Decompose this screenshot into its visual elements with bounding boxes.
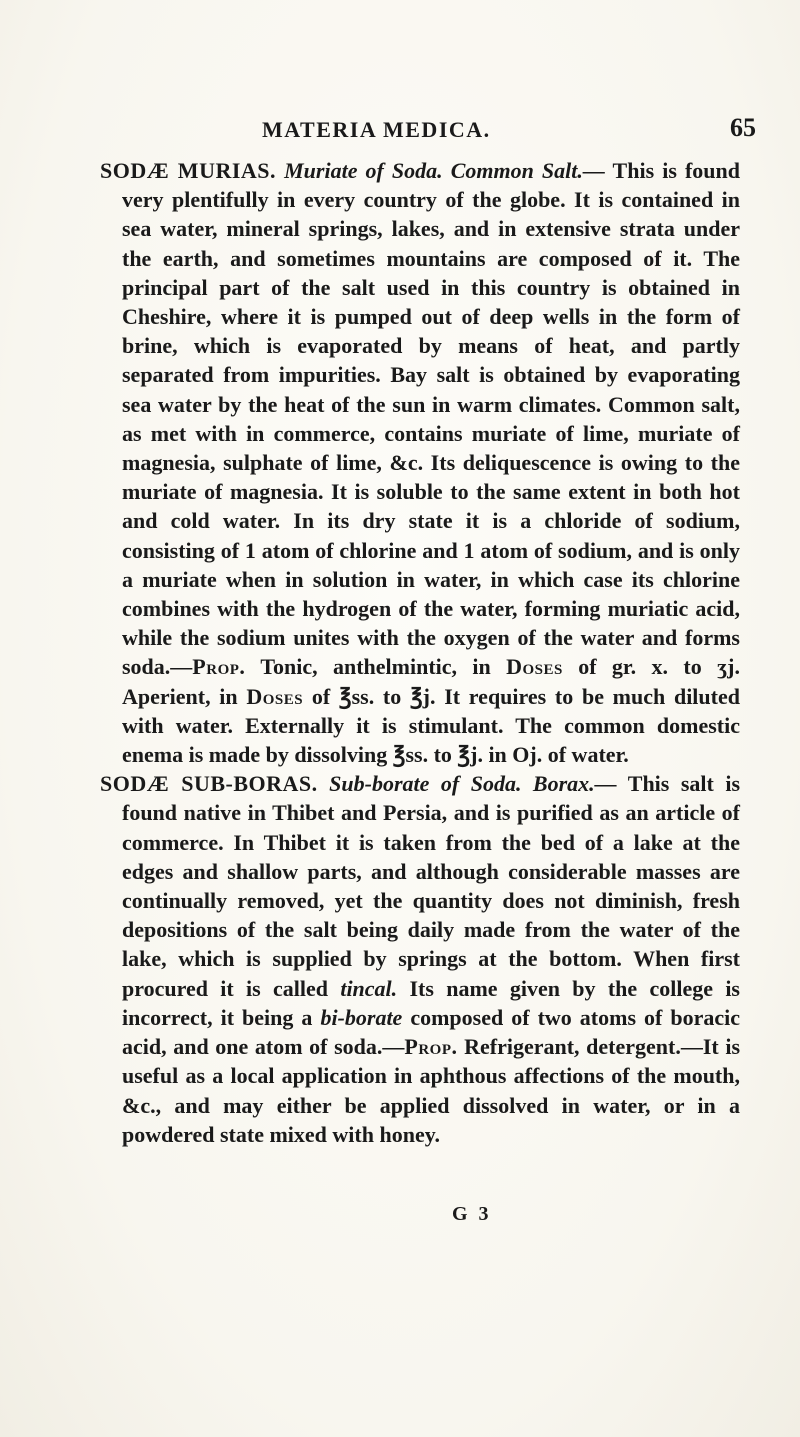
doses-label: Doses xyxy=(506,654,563,680)
signature-mark: G 3 xyxy=(452,1203,492,1225)
page-header xyxy=(0,113,800,147)
page-number: 65 xyxy=(730,113,756,142)
entry-text: Its name given by the college is incorrect, it being a xyxy=(122,975,740,1030)
entry-text: This is found very plentifully in every country of the globe. It is contained in sea water, mineral springs, lakes, and in extensive strata under the earth, and sometimes mountains are composed of it. The principal part of the salt used in this country is obtained in Cheshire, where it is pumped out of deep wells in the form of brine, which is evaporated by means of heat, and partly separated from impurities. Bay salt is obtained by evaporating sea water by the heat of the sun in warm climates. Common salt, as met with in commerce, contains muriate of lime, muriate of magnesia, sulphate of lime, &c. Its deliquescence is owing to the muriate of magnesia. It is soluble to the same extent in both hot and cold water. In its dry state it is a chloride of sodium, consisting of 1 atom of chlorine and 1 atom of sodium, and is only a muriate when in solution in water, in which case its chlorine combines with the hydrogen of the water, forming muriatic acid, while the sodium unites with the oxygen of the water and forms soda.— xyxy=(122,158,740,680)
entry-synonyms: Muriate of Soda. Common Salt.— xyxy=(284,158,605,183)
entry-synonyms: Sub-borate of Soda. Borax.— xyxy=(329,771,617,797)
running-head: MATERIA MEDICA. xyxy=(262,117,491,142)
entry-title: SODÆ SUB-BORAS. xyxy=(100,771,318,797)
entry-text: of gr. x. to ʒj. Aperient, in xyxy=(122,654,740,709)
entry-text: Refrigerant, detergent.—It is useful as a local application in aphthous affections of the mouth, &c., and may either be applied dissolved in water, or in a powdered state mixed with honey. xyxy=(122,1034,740,1147)
entry-text: This salt is found native in Thibet and Persia, and is purified as an article of commerce. In Thibet it is taken from the bed of a lake at the edges and shallow parts, and although considerable masses are continually removed, yet the quantity does not diminish, fresh depositions of the salt being daily made from the water of the lake, which is supplied by springs at the bottom. When first procured it is called xyxy=(122,771,741,1001)
entry-italic-term: tincal. xyxy=(340,975,398,1001)
prop-label: Prop. xyxy=(192,654,246,680)
prop-label: Prop. xyxy=(404,1034,458,1060)
entry-text: Tonic, anthelmintic, in xyxy=(245,654,507,680)
entry-italic-term: bi-borate xyxy=(320,1004,403,1030)
entry-sodae-murias xyxy=(100,156,740,769)
doses-label: Doses xyxy=(246,683,304,709)
entry-sodae-sub-boras xyxy=(100,769,740,1149)
entry-paragraph xyxy=(100,769,740,1149)
entry-title: SODÆ MURIAS. xyxy=(100,158,277,183)
entry-paragraph xyxy=(100,156,740,769)
body-text xyxy=(100,156,740,1149)
entry-text: composed of two atoms of boracic acid, and one atom of soda.— xyxy=(122,1004,741,1060)
entry-text: of ℥ss. to ℥j. It requires to be much diluted with water. Externally it is stimulant. The common domestic enema is made by dissolving ℥ss. to ℥j. in Oj. of water. xyxy=(122,683,740,768)
